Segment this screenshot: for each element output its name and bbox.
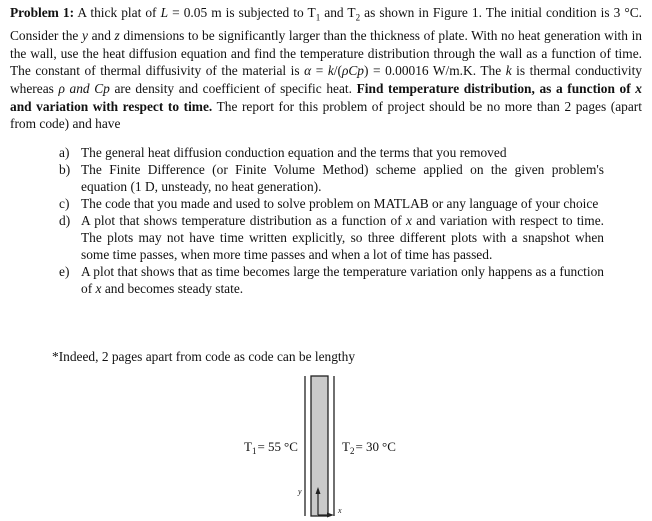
- text-run: and: [87, 28, 115, 44]
- t2-symbol: T: [342, 439, 350, 454]
- t2-value: = 30: [355, 439, 380, 454]
- var-x: x: [405, 212, 412, 228]
- item-text: The general heat diffusion conduction equation and the terms that you removed: [81, 144, 507, 160]
- subscript: 1: [315, 12, 321, 23]
- item-label: b): [59, 161, 71, 177]
- problem-heading: Problem 1:: [10, 5, 75, 20]
- text-run: A thick plat of: [74, 5, 161, 20]
- item-label: a): [59, 144, 70, 160]
- text-run: ) = 0.00016 W/m.K. The: [364, 63, 506, 79]
- var-k: k: [327, 63, 334, 79]
- text-run: /(: [333, 63, 342, 79]
- item-text: A plot that shows that as time becomes large the temperature variation only happens as a function of: [81, 263, 604, 296]
- text-run: =: [311, 63, 328, 79]
- item-label: d): [59, 212, 71, 228]
- t2-unit: °C: [382, 439, 396, 454]
- item-text: The code that you made and used to solve problem on MATLAB or any language of your choice: [81, 195, 599, 211]
- emphasis: and variation with respect to time.: [10, 98, 213, 114]
- text-run: are density and coefficient of specific heat.: [109, 81, 357, 97]
- t2-label: [342, 439, 396, 456]
- var-z: z: [114, 28, 120, 44]
- t1-symbol: T: [244, 439, 252, 454]
- x-axis-label: x: [338, 506, 342, 515]
- var-rho-and-cp: ρ and Cp: [58, 81, 110, 97]
- text-run: = 0.05 m is subjected to T: [168, 5, 316, 20]
- var-L: L: [160, 5, 169, 20]
- var-alpha: α: [304, 63, 312, 79]
- var-x: x: [635, 81, 642, 97]
- t1-subscript: 1: [251, 446, 257, 456]
- var-x: x: [95, 280, 102, 296]
- text-run: is thermal conductivity whereas: [10, 63, 643, 97]
- text-run: The report for this problem of project should be no more than 2 pages (apart from code) and have: [10, 98, 642, 132]
- var-rho-cp: ρCp: [341, 63, 365, 79]
- emphasis: Find temperature distribution, as a function of: [356, 81, 636, 97]
- item-text: The Finite Difference (or Finite Volume Method) scheme applied on the given problem's equation (1 D, unsteady, no heat generation).: [81, 161, 604, 194]
- item-label: c): [59, 195, 70, 211]
- text-run: dimensions to be significantly larger than the thickness of plate. With no heat generation with in the wall, use the heat diffusion equation and find the temperature distribution through the wall as a function of time. The constant of thermal diffusivity of the material is: [10, 28, 642, 79]
- subscript: 2: [355, 12, 361, 23]
- t1-value: = 55: [257, 439, 282, 454]
- footnote: *Indeed, 2 pages apart from code as code can be lengthy: [52, 349, 356, 364]
- t1-label: [244, 439, 298, 456]
- text-run: and T: [320, 5, 356, 20]
- t1-unit: °C: [284, 439, 298, 454]
- t2-subscript: 2: [349, 446, 355, 456]
- y-axis-label: y: [298, 487, 302, 496]
- text-run: as shown in Figure 1. The initial condition is 3 °C. Consider the: [10, 5, 642, 44]
- item-text: and variation with respect to time. The plots may not have time written explicitly, so three different plots with a snapshot when some time passes, when more time passes and when a lot of time has passed.: [81, 212, 604, 262]
- item-text: and becomes steady state.: [101, 280, 244, 296]
- var-k: k: [505, 63, 512, 79]
- wall-plate: [311, 376, 328, 516]
- x-axis-arrow: [327, 513, 334, 518]
- var-y: y: [81, 28, 88, 44]
- item-text: A plot that shows temperature distribution as a function of: [81, 212, 406, 228]
- item-label: e): [59, 263, 70, 279]
